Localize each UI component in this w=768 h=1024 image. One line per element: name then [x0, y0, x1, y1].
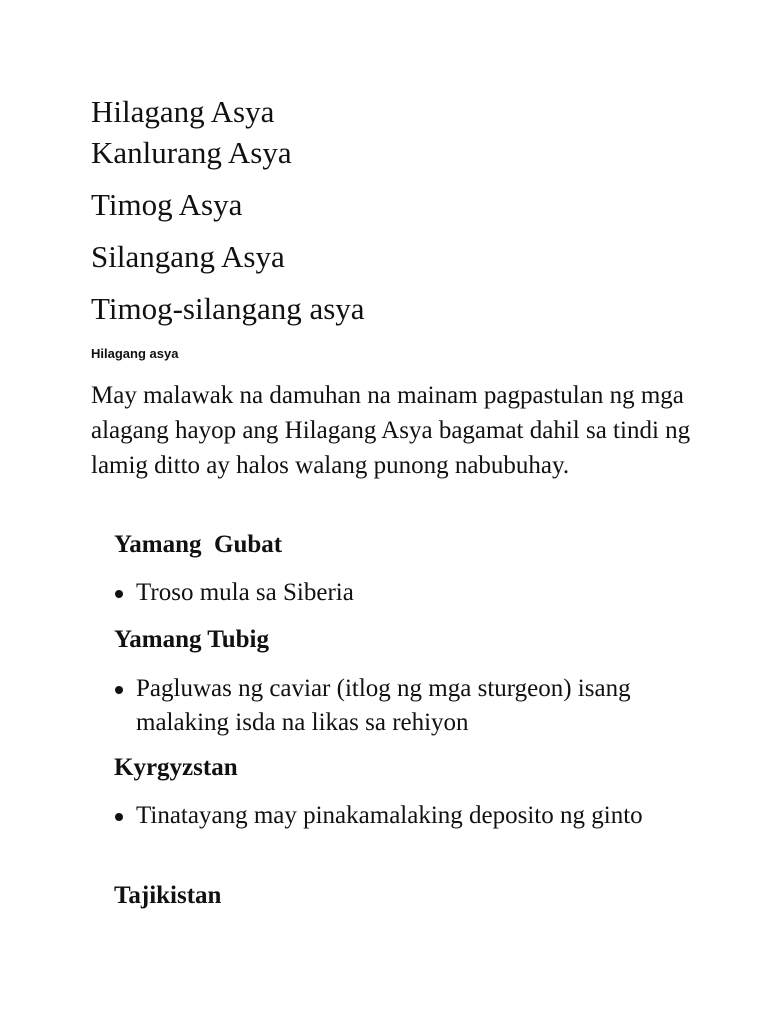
region-item: Kanlurang Asya: [91, 135, 292, 170]
bullet-item: [114, 672, 674, 740]
sub-heading-yamang-tubig: Yamang Tubig: [114, 626, 269, 653]
bullet-text: Pagluwas ng caviar (itlog ng mga sturgeon) isang malaking isda na likas sa rehiyon: [136, 675, 631, 736]
bullet-text: Troso mula sa Siberia: [136, 579, 354, 606]
section-label: Hilagang asya: [91, 346, 179, 361]
sub-heading-yamang-gubat: Yamang Gubat: [114, 531, 283, 558]
bullet-item: [114, 576, 674, 610]
region-list: [91, 92, 365, 329]
bullet-text: Tinatayang may pinakamalaking deposito ng ginto: [136, 802, 643, 829]
sub-heading-tajikistan: Tajikistan: [114, 882, 222, 909]
region-item: Hilagang Asya: [91, 94, 275, 129]
bullet-dot-icon: [115, 813, 123, 821]
region-item: Timog Asya: [91, 187, 243, 222]
region-item: Silangang Asya: [91, 239, 285, 274]
bullet-item: [114, 799, 674, 833]
bullet-dot-icon: [115, 686, 123, 694]
region-item: Timog-silangang asya: [91, 291, 365, 326]
description-paragraph: May malawak na damuhan na mainam pagpastulan ng mga alagang hayop ang Hilagang Asya bagamat dahil sa tindi ng lamig ditto ay halos walang punong nabubuhay.: [91, 382, 691, 479]
bullet-dot-icon: [115, 590, 123, 598]
sub-heading-kyrgyzstan: Kyrgyzstan: [114, 754, 238, 781]
